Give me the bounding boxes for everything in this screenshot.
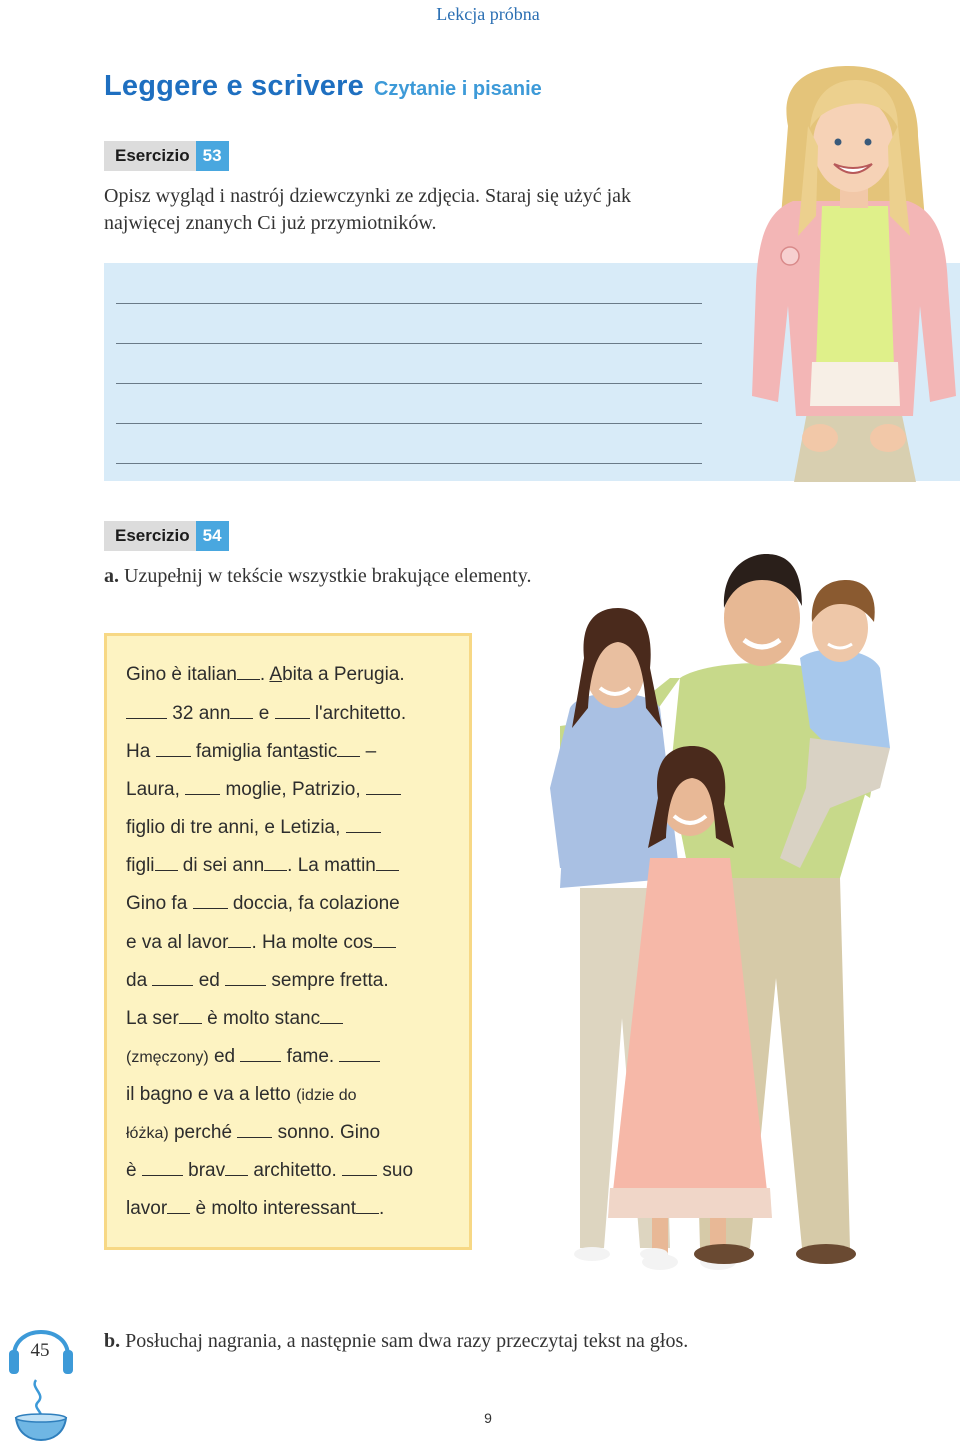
story-line: figli di sei ann . La mattin: [126, 852, 399, 880]
blank[interactable]: [376, 853, 399, 871]
blank[interactable]: [346, 815, 381, 833]
story-line: 32 ann e l'architetto.: [126, 700, 406, 728]
exercise-54-part-a: [104, 563, 531, 590]
exercise-54-part-b: [104, 1330, 688, 1353]
lesson-header: Lekcja próbna: [436, 4, 540, 24]
blank[interactable]: [228, 930, 251, 948]
blank[interactable]: [126, 701, 167, 719]
page-number: 9: [484, 1410, 492, 1426]
blank[interactable]: [237, 1120, 272, 1138]
blank[interactable]: [320, 1006, 343, 1024]
blank[interactable]: [366, 777, 401, 795]
answer-line[interactable]: [116, 303, 702, 304]
headphones-teacup-icon[interactable]: [6, 1310, 76, 1442]
blank[interactable]: [339, 1044, 380, 1062]
story-line: lavor è molto interessant .: [126, 1198, 385, 1219]
story-line: il bagno e va a letto (idzie do: [126, 1084, 357, 1105]
section-title-polish: Czytanie i pisanie: [373, 78, 542, 100]
blank[interactable]: [155, 853, 178, 871]
blank[interactable]: [373, 930, 396, 948]
blank[interactable]: [167, 1196, 190, 1214]
blank[interactable]: [237, 662, 260, 680]
exercise-53-label: [104, 141, 229, 171]
exercise-label-word: Esercizio: [104, 141, 196, 171]
story-line: La ser è molto stanc: [126, 1005, 343, 1033]
blank[interactable]: [225, 1158, 248, 1176]
answer-line[interactable]: [116, 343, 702, 344]
audio-track-number: 45: [30, 1340, 50, 1361]
part-a-letter: a.: [104, 565, 119, 587]
exercise-number-badge: 54: [196, 521, 229, 551]
blank[interactable]: [275, 701, 310, 719]
instruction-line-1: Opisz wygląd i nastrój dziewczynki ze zdjęcia. Staraj się użyć jak: [104, 185, 632, 207]
blank[interactable]: [152, 968, 193, 986]
blank[interactable]: [185, 777, 220, 795]
story-line: Gino è italian . Abita a Perugia.: [126, 664, 405, 685]
blank[interactable]: [356, 1196, 379, 1214]
part-b-letter: b.: [104, 1330, 121, 1352]
blank[interactable]: [342, 1158, 377, 1176]
blank[interactable]: [264, 853, 287, 871]
blank[interactable]: [337, 739, 360, 757]
exercise-54-label: [104, 521, 229, 551]
blank[interactable]: [156, 739, 191, 757]
blank[interactable]: [179, 1006, 202, 1024]
family-photo: [540, 548, 916, 1288]
section-title-italian: Leggere e scrivere: [104, 70, 364, 102]
section-title: [104, 70, 542, 103]
story-line: Ha famiglia fantastic –: [126, 741, 377, 762]
exercise-label-word: Esercizio: [104, 521, 196, 551]
story-line: e va al lavor . Ha molte cos: [126, 929, 396, 957]
story-line: da ed sempre fretta.: [126, 970, 389, 991]
exercise-number-badge: 53: [196, 141, 229, 171]
story-line: (zmęczony) ed fame.: [126, 1043, 380, 1071]
girl-photo: [748, 66, 960, 482]
story-line: Laura, moglie, Patrizio,: [126, 776, 401, 804]
story-line: Gino fa doccia, fa colazione: [126, 893, 400, 914]
instruction-line-2: najwięcej znanych Ci już przymiotników.: [104, 212, 437, 234]
answer-line[interactable]: [116, 463, 702, 464]
story-line: figlio di tre anni, e Letizia,: [126, 814, 381, 842]
story-line: è brav architetto. suo: [126, 1160, 414, 1181]
story-line: łóżka) perché sonno. Gino: [126, 1122, 381, 1143]
blank[interactable]: [240, 1044, 281, 1062]
answer-line[interactable]: [116, 423, 702, 424]
part-a-text: Uzupełnij w tekście wszystkie brakujące elementy.: [124, 565, 532, 587]
answer-line[interactable]: [116, 383, 702, 384]
blank[interactable]: [193, 891, 228, 909]
blank[interactable]: [142, 1158, 183, 1176]
exercise-53-instruction: [104, 183, 631, 237]
part-b-text: Posłuchaj nagrania, a następnie sam dwa razy przeczytaj tekst na głos.: [125, 1330, 689, 1352]
blank[interactable]: [225, 968, 266, 986]
blank[interactable]: [230, 701, 253, 719]
